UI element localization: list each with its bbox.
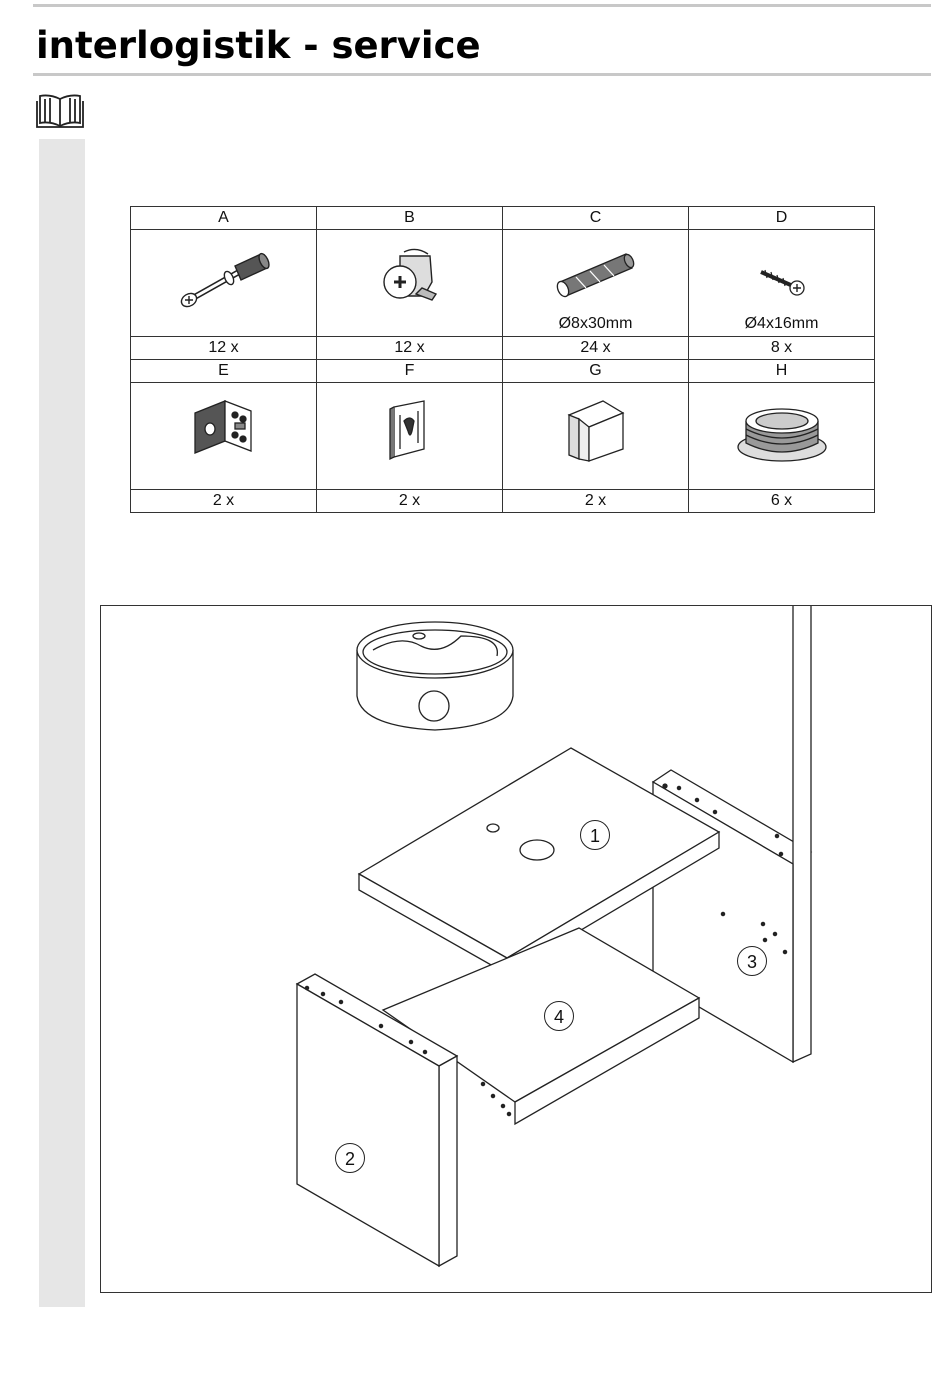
part-letter-h: H	[689, 360, 875, 383]
callout-4: 4	[544, 1001, 574, 1031]
part-letter-d: D	[689, 207, 875, 230]
exploded-view-drawing	[101, 606, 931, 1292]
part-image-g	[503, 383, 689, 490]
parts-table	[130, 206, 875, 513]
header-rule	[33, 73, 931, 76]
angle-bracket-icon	[189, 395, 259, 465]
part-image-h	[689, 383, 875, 490]
open-book-icon	[36, 93, 84, 134]
cam-bolt-icon	[169, 242, 279, 312]
top-rule	[33, 4, 931, 7]
part-letter-a: A	[131, 207, 317, 230]
parts-qty-row-2	[131, 490, 875, 513]
part-image-c	[503, 230, 689, 337]
cam-lock-icon	[370, 242, 450, 312]
part-letter-b: B	[317, 207, 503, 230]
assembly-diagram	[100, 605, 932, 1293]
brand-logo: interlogistik - service	[36, 24, 481, 67]
callout-3: 3	[737, 946, 767, 976]
part-image-d	[689, 230, 875, 337]
washbasin-icon	[357, 622, 513, 730]
grommet-icon	[732, 395, 832, 467]
parts-header-row	[131, 207, 875, 230]
parts-image-row-2	[131, 383, 875, 490]
part-image-a	[131, 230, 317, 337]
page-sidebar	[39, 139, 85, 1307]
callout-2: 2	[335, 1143, 365, 1173]
screw-icon	[747, 242, 817, 302]
part-image-b	[317, 230, 503, 337]
part-qty-b: 12 x	[317, 337, 503, 360]
part-qty-g: 2 x	[503, 490, 689, 513]
part-letter-c: C	[503, 207, 689, 230]
callout-1: 1	[580, 820, 610, 850]
parts-header-row-2	[131, 360, 875, 383]
part-qty-h: 6 x	[689, 490, 875, 513]
hanging-bracket-icon	[380, 395, 440, 465]
corner-block-icon	[561, 395, 631, 465]
part-qty-d: 8 x	[689, 337, 875, 360]
part-letter-f: F	[317, 360, 503, 383]
part-image-e	[131, 383, 317, 490]
wood-dowel-icon	[546, 242, 646, 302]
part-qty-c: 24 x	[503, 337, 689, 360]
part-image-f	[317, 383, 503, 490]
part-qty-e: 2 x	[131, 490, 317, 513]
part-letter-g: G	[503, 360, 689, 383]
part-letter-e: E	[131, 360, 317, 383]
parts-image-row	[131, 230, 875, 337]
part-spec-d: Ø4x16mm	[744, 315, 819, 332]
parts-qty-row	[131, 337, 875, 360]
part-qty-f: 2 x	[317, 490, 503, 513]
part-spec-c: Ø8x30mm	[558, 315, 633, 332]
part-qty-a: 12 x	[131, 337, 317, 360]
